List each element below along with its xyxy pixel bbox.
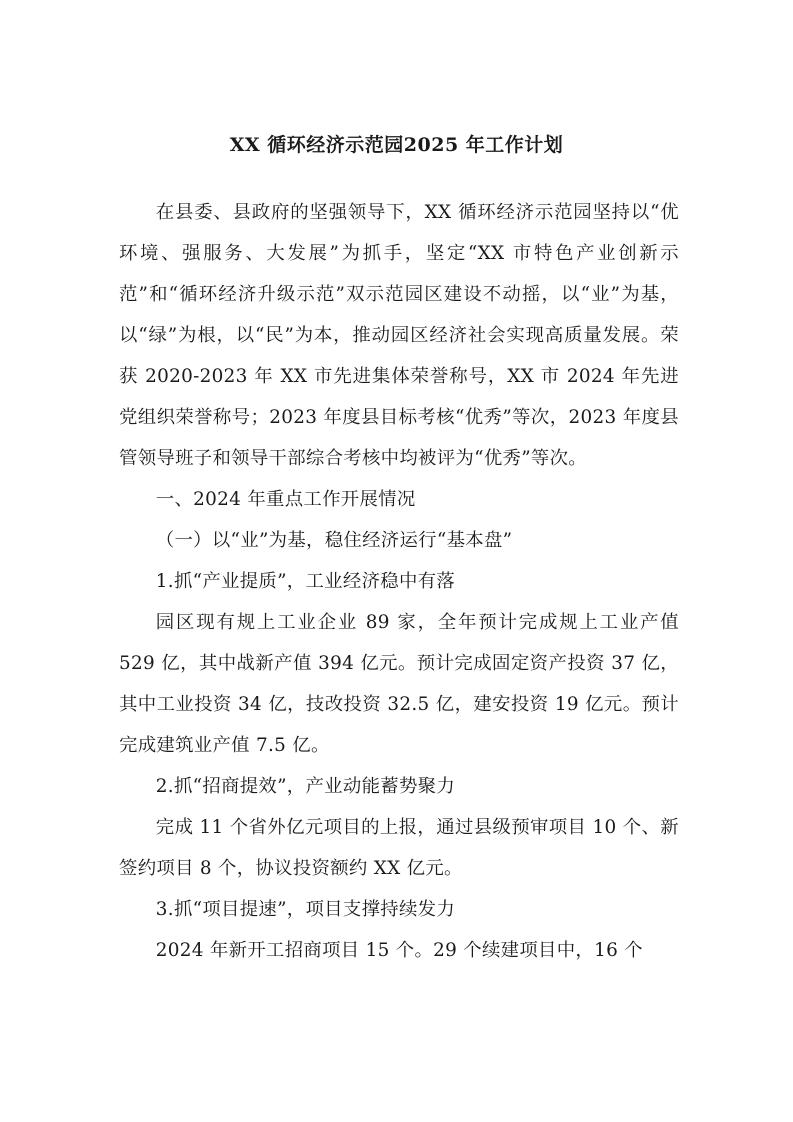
item-paragraph-1: 园区现有规上工业企业 89 家，全年预计完成规上工业产值 529 亿，其中战新产值 394 亿元。预计完成固定资产投资 37 亿，其中工业投资 34 亿，技改投资 32.5 亿，建安投资 19 亿元。预计完成建筑业产值 7.5 亿。 [119,612,679,756]
document-title: XX 循环经济示范园2025 年工作计划 [229,134,564,156]
item-heading-2: 2.抓“招商提效”，产业动能蓄势聚力 [155,776,456,797]
item-paragraph-3: 2024 年新开工招商项目 15 个。29 个续建项目中，16 个 [155,940,643,961]
item-heading-1: 1.抓“产业提质”，工业经济稳中有落 [155,571,456,592]
item-heading-3: 3.抓“项目提速”，项目支撑持续发力 [155,899,456,920]
document-body [119,192,679,971]
subsection-heading: （一）以“业”为基，稳住经济运行“基本盘” [155,530,513,551]
section-heading: 一、2024 年重点工作开展情况 [155,489,416,510]
item-paragraph-2: 完成 11 个省外亿元项目的上报，通过县级预审项目 10 个、新签约项目 8 个，协议投资额约 XX 亿元。 [119,817,679,879]
intro-paragraph: 在县委、县政府的坚强领导下，XX 循环经济示范园坚持以“优环境、强服务、大发展”为抓手，坚定“XX 市特色产业创新示范”和“循环经济升级示范”双示范园区建设不动摇，以“业”为基，以“绿”为根，以“民”为本，推动园区经济社会实现高质量发展。荣获 2020-2023 年 XX 市先进集体荣誉称号，XX 市 2024 年先进党组织荣誉称号；2023 年度县目标考核“优秀”等次，2023 年度县管领导班子和领导干部综合考核中均被评为“优秀”等次。 [119,202,679,469]
